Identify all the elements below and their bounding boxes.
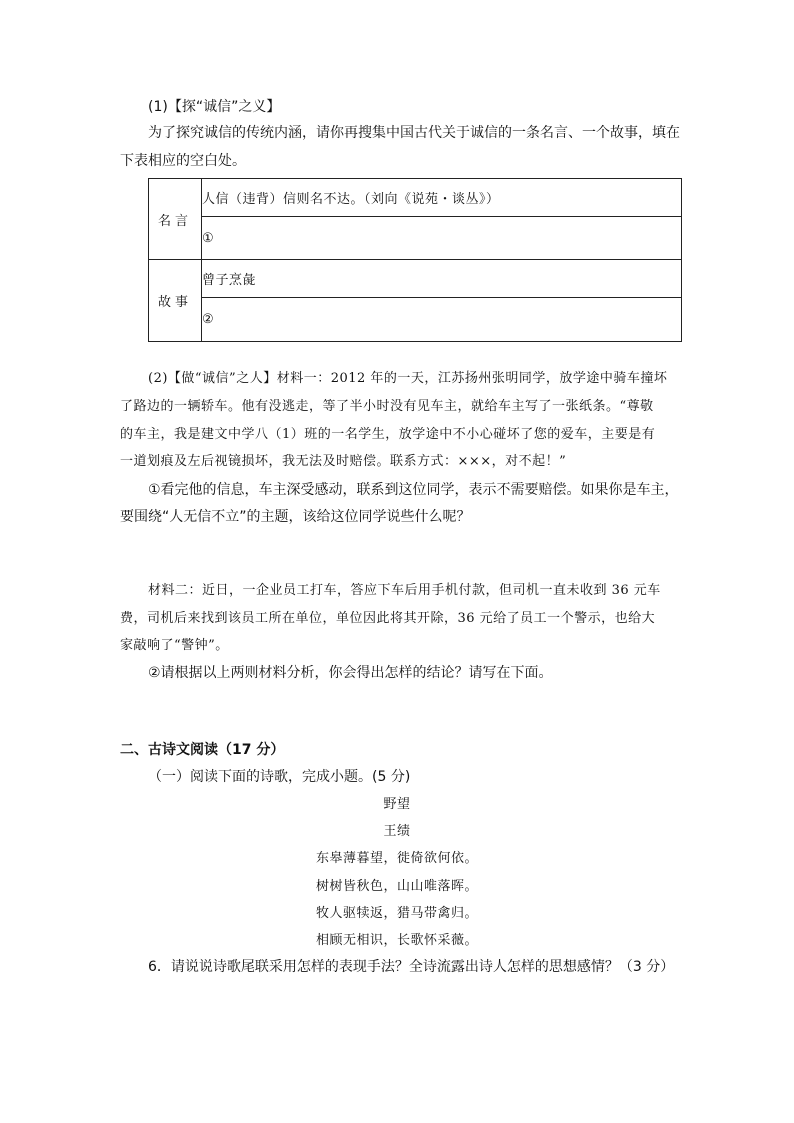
question1-line1: ①看完他的信息，车主深受感动，联系到这位同学，表示不需要赔偿。如果你是车主， bbox=[148, 482, 679, 498]
section2-line2: 了路边的一辆轿车。他有没逃走，等了半小时没有见车主，就给车主写了一张纸条。“尊敬 bbox=[120, 399, 654, 414]
part2-sub-heading: （一）阅读下面的诗歌，完成小题。(5 分) bbox=[148, 769, 411, 785]
section1-intro-line2: 下表相应的空白处。 bbox=[120, 153, 246, 169]
row2-label: 故事 bbox=[149, 260, 202, 342]
poem-line: 东皋薄暮望，徙倚欲何依。 bbox=[315, 851, 478, 866]
material2-line3: 家敲响了“警钟”。 bbox=[120, 638, 229, 653]
question1-line2: 要围绕“人无信不立”的主题，该给这位同学说些什么呢？ bbox=[120, 509, 471, 525]
table-row bbox=[149, 260, 682, 298]
material2-line2: 费，司机后来找到该员工所在单位，单位因此将其开除，36 元给了员工一个警示，也给大 bbox=[120, 611, 656, 626]
poem-line: 树树皆秋色，山山唯落晖。 bbox=[315, 879, 478, 894]
question6: 6．请说说诗歌尾联采用怎样的表现手法？全诗流露出诗人怎样的思想感情？（3 分） bbox=[148, 959, 675, 975]
poem-author: 王绩 bbox=[383, 824, 411, 839]
row1-blank[interactable]: ① bbox=[202, 217, 682, 260]
section2-line3: 的车主，我是建文中学八（1）班的一名学生，放学途中不小心碰坏了您的爱车，主要是有 bbox=[120, 427, 656, 442]
row2-value: 曾子烹彘 bbox=[202, 260, 682, 298]
table-row bbox=[149, 179, 682, 217]
section2-line4: 一道划痕及左后视镜损坏，我无法及时赔偿。联系方式：×××，对不起！” bbox=[120, 454, 567, 469]
poem-line: 相顾无相识，长歌怀采薇。 bbox=[315, 933, 478, 948]
row2-blank[interactable]: ② bbox=[202, 298, 682, 342]
section1-intro-line1: 为了探究诚信的传统内涵，请你再搜集中国古代关于诚信的一条名言、一个故事，填在 bbox=[148, 125, 680, 141]
row1-label: 名言 bbox=[149, 179, 202, 260]
quote-story-table bbox=[148, 178, 682, 342]
section2-line1: (2)【做“诚信”之人】材料一：2012 年的一天，江苏扬州张明同学，放学途中骑车撞坏 bbox=[148, 371, 668, 386]
table-row bbox=[149, 298, 682, 342]
part2-heading: 二、古诗文阅读（17 分） bbox=[120, 742, 285, 758]
section1-heading: (1)【探“诚信”之义】 bbox=[148, 99, 281, 115]
poem-title: 野望 bbox=[383, 797, 411, 812]
material2-line1: 材料二：近日，一企业员工打车，答应下车后用手机付款，但司机一直未收到 36 元车 bbox=[148, 583, 661, 598]
table-row bbox=[149, 217, 682, 260]
poem-line: 牧人驱犊返，猎马带禽归。 bbox=[315, 906, 478, 921]
row1-value: 人信（违背）信则名不达。（刘向《说苑・谈丛》） bbox=[202, 179, 682, 217]
question2: ②请根据以上两则材料分析，你会得出怎样的结论？请写在下面。 bbox=[148, 665, 553, 681]
